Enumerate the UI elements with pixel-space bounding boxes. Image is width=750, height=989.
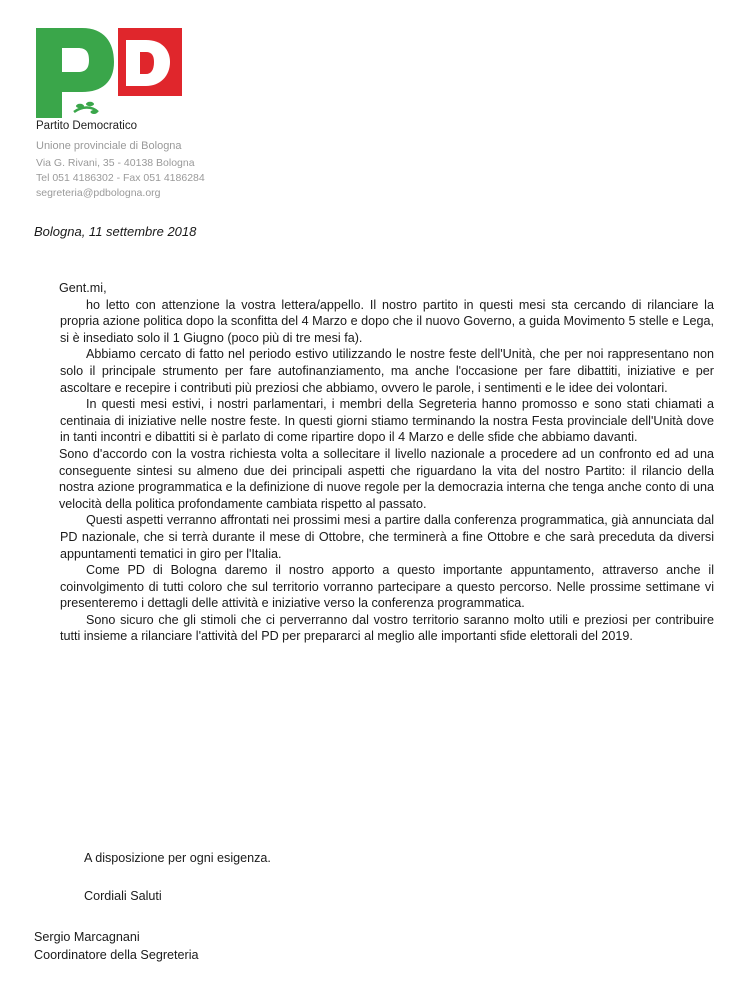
party-name: Partito Democratico [36,120,137,132]
paragraph: ho letto con attenzione la vostra lettera/appello. Il nostro partito in questi mesi sta cercando di rilanciare la propria azione politica dopo la sconfitta del 4 Marzo e dopo che il nuovo Governo, a guida Movimento 5 stelle e Lega, si è insediato solo il 1 Giugno (poco più di tre mesi fa). [60,297,714,345]
paragraph: Sono sicuro che gli stimoli che ci perverranno dal vostro territorio saranno molto utili e preziosi per contribuire tutti insieme a rilanciare l'attività del PD per prepararci al meglio alle importanti sfide elettorali del 2019. [60,612,714,644]
address-line: Via G. Rivani, 35 - 40138 Bologna [36,157,195,169]
paragraph: In questi mesi estivi, i nostri parlamentari, i membri della Segreteria hanno promosso e sono stati chiamati a centinaia di iniziative nelle nostre feste. In questi giorni stiamo terminando la nostra Festa provinciale dell'Unità dove in tanti incontri e dibattiti si è parlato di come ripartire dopo il 4 Marzo e delle sfide che abbiamo davanti. [60,397,714,445]
paragraph: Questi aspetti verranno affrontati nei prossimi mesi a partire dalla conferenza programmatica, già annunciata dal PD nazionale, che si terrà durante il mese di Ottobre, che terminerà a fine Ottobre e che sarà preceduta da diversi appuntamenti tematici in giro per l'Italia. [60,513,714,561]
salutation: Cordiali Saluti [84,889,162,903]
email-line: segreteria@pdbologna.org [36,187,161,199]
paragraph: Abbiamo cercato di fatto nel periodo estivo utilizzando le nostre feste dell'Unità, che per noi rappresentano non solo il principale strumento per fare autofinanziamento, ma anche l'occasione per fare dibattiti, iniziative e per ascoltare e recepire i contributi più preziosi che abbiamo, ovvero le parole, i sentimenti e le idee dei volontari. [60,347,714,395]
signer-role: Coordinatore della Segreteria [34,948,199,962]
signer-name: Sergio Marcagnani [34,930,140,944]
greeting: Gent.mi, [59,281,107,295]
letter-body [60,280,714,645]
availability-line: A disposizione per ogni esigenza. [84,851,271,865]
union-line: Unione provinciale di Bologna [36,140,182,152]
letter-date: Bologna, 11 settembre 2018 [34,224,197,239]
logo-letter-p [36,28,114,118]
paragraph: Come PD di Bologna daremo il nostro apporto a questo importante appuntamento, attraverso anche il coinvolgimento di tutti coloro che sul territorio vorranno partecipare a questo percorso. Nelle prossime settimane vi presenteremo i dettagli delle attività e iniziative verso la conferenza programmatica. [60,563,714,611]
phone-line: Tel 051 4186302 - Fax 051 4186284 [36,172,205,184]
pd-logo [34,26,184,120]
paragraph: Sono d'accordo con la vostra richiesta volta a sollecitare il livello nazionale a procedere ad un confronto ed ad una conseguente sintesi su almeno due dei principali aspetti che riguardano la vita del nostro Partito: il rilancio della nostra azione programmatica e la definizione di nuove regole per la democrazia interna che tenga anche conto di una velocità della politica profondamente cambiata rispetto al passato. [59,446,714,511]
